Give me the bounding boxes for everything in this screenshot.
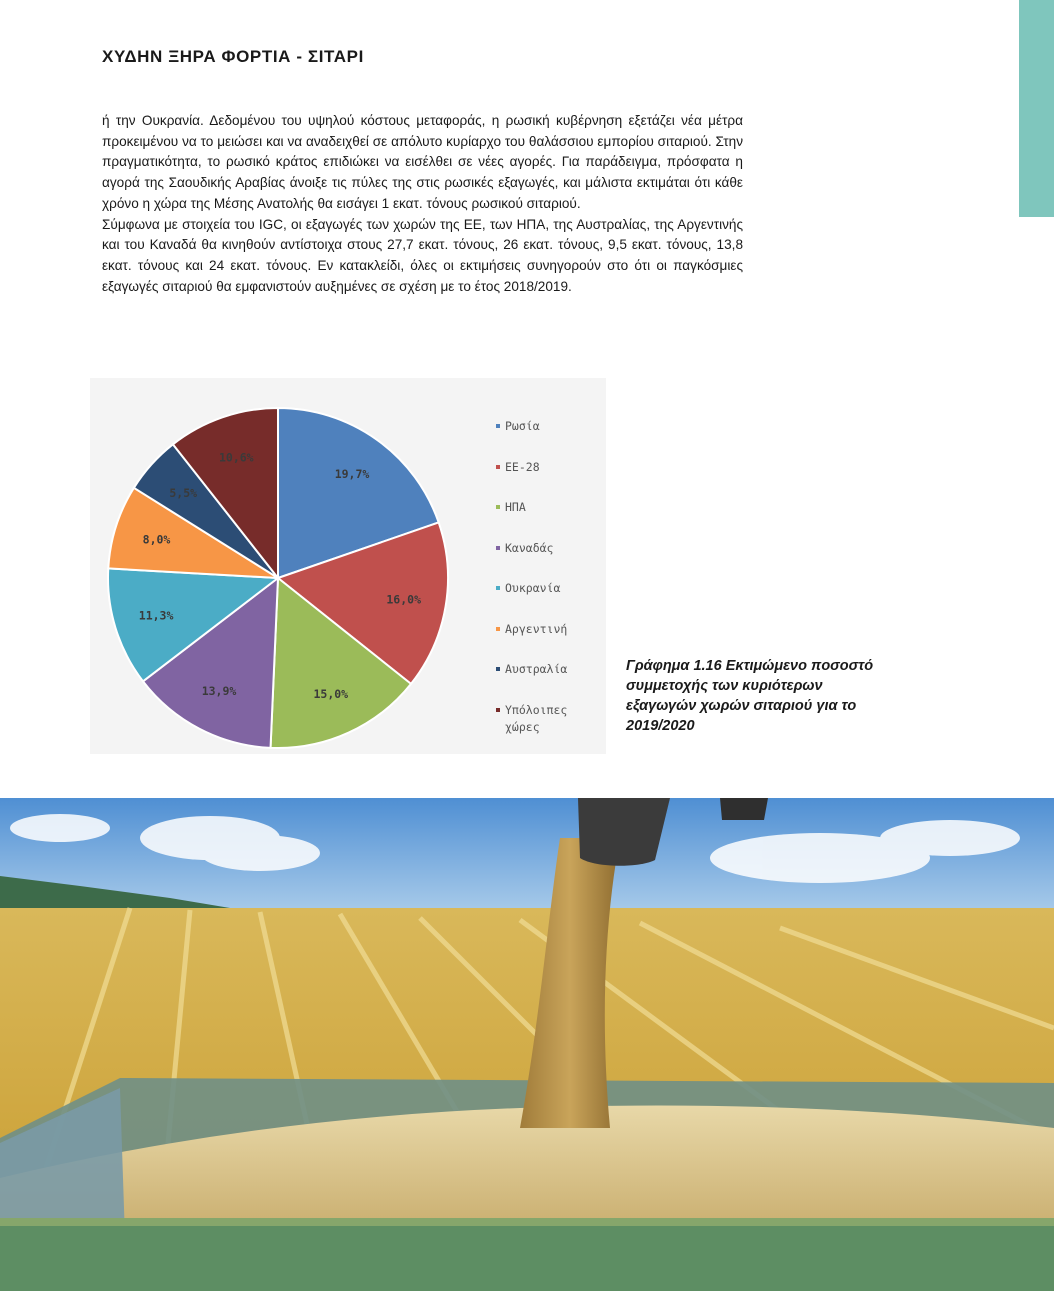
pie-chart (90, 378, 606, 754)
legend-label: Καναδάς (505, 540, 554, 555)
wheat-harvest-photo (0, 798, 1054, 1291)
legend-label: Υπόλοιπες χώρες (505, 702, 568, 734)
slice-label: 19,7% (334, 467, 370, 482)
legend-label: ΗΠΑ (505, 500, 526, 514)
legend-item (496, 580, 601, 621)
slice-label: 10,6% (218, 450, 254, 465)
legend-item (496, 540, 601, 581)
body-text (102, 111, 743, 297)
slice-label: 16,0% (386, 592, 422, 607)
legend-item (496, 499, 601, 540)
section-tab (1019, 0, 1054, 217)
slice-label: 11,3% (138, 608, 174, 623)
chart-caption: Γράφημα 1.16 Εκτιμώμενο ποσοστό συμμετοχής των κυριότερων εξαγωγών χωρών σιταριού για το 2019/2020 (626, 658, 874, 734)
section-title: ΧΥΔΗΝ ΞΗΡΑ ΦΟΡΤΙΑ - ΣΙΤΑΡΙ (102, 47, 364, 66)
legend-item (496, 702, 601, 743)
legend-swatch (496, 708, 500, 712)
paragraph: ή την Ουκρανία. Δεδομένου του υψηλού κόστους μεταφοράς, η ρωσική κυβέρνηση εξετάζει νέα μέτρα προκειμένου να το μειώσει και να αναδειχθεί σε απόλυτο κυρίαρχο του θαλάσσιου εμπορίου σιταριού. Στην πραγματικότητα, το ρωσικό κράτος επιδιώκει να εισέλθει σε νέες αγορές. Για παράδειγμα, πρόσφατα η αγορά της Σαουδικής Αραβίας άνοιξε τις πύλες της στις ρωσικές εξαγωγές, και μάλιστα εκτιμάται ότι κάθε χρόνο η χώρα της Μέσης Ανατολής θα εισάγει 1 εκατ. τόνους ρωσικού σιταριού. (102, 113, 743, 211)
legend-swatch (496, 586, 500, 590)
trailer-front-wall (0, 1218, 1054, 1291)
legend-item (496, 459, 601, 500)
trailer-rim (0, 1218, 1054, 1226)
legend-swatch (496, 667, 500, 671)
legend-swatch (496, 424, 500, 428)
legend-label: Ρωσία (505, 419, 540, 433)
legend-item (496, 621, 601, 662)
slice-label: 5,5% (169, 485, 198, 500)
legend-swatch (496, 465, 500, 469)
slice-label: 8,0% (142, 532, 171, 547)
slice-label: 15,0% (313, 687, 349, 701)
legend-item (496, 418, 601, 459)
legend-swatch (496, 505, 500, 509)
auger-pipe (720, 798, 768, 820)
legend-label: Αργεντινή (505, 621, 568, 636)
chart-legend (496, 418, 601, 742)
slice-label: 13,9% (201, 684, 237, 699)
legend-item (496, 661, 601, 702)
legend-swatch (496, 546, 500, 550)
paragraph: Σύμφωνα με στοιχεία του IGC, οι εξαγωγές των χωρών της ΕΕ, των ΗΠΑ, της Αυστραλίας, της Αργεντινής και του Καναδά θα κινηθούν αντίστοιχα στους 27,7 εκατ. τόνους, 26 εκατ. τόνους, 9,5 εκατ. τόνους, 13,8 εκατ. τόνους και 24 εκατ. τόνους. Εν κατακλείδι, όλες οι εκτιμήσεις συνηγορούν στο ότι οι παγκόσμιες εξαγωγές σιταριού θα εμφανιστούν αυξημένες σε σχέση με το έτος 2018/2019. (102, 216, 743, 294)
legend-label: ΕΕ-28 (505, 459, 540, 474)
legend-label: Αυστραλία (505, 662, 568, 676)
legend-label: Ουκρανία (505, 581, 561, 595)
legend-swatch (496, 627, 500, 631)
